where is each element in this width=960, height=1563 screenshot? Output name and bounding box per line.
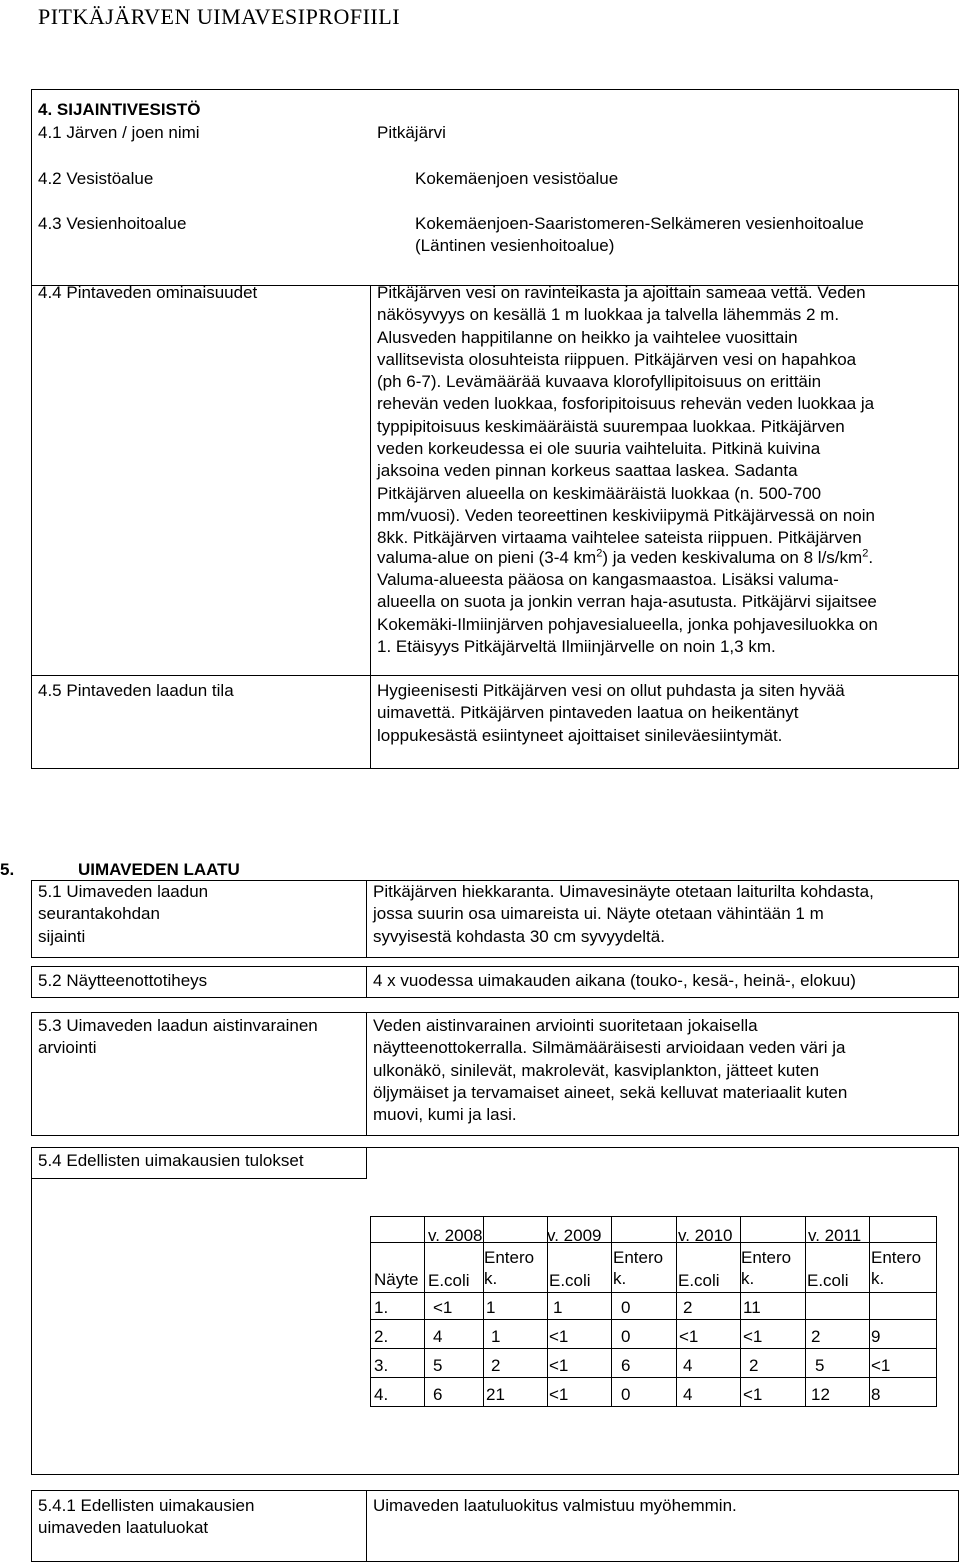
field-value: Valuma-alueesta pääosa on kangasmaastoa. Lisäksi valuma- alueella on suota ja jonkin verran haja-asutusta. Pitkäjärvi sijaitsee Kokemäki-Ilmiinjärven pohjavesialueella, jonka pohjavesiluokka on 1. Etäisyys Pitkäjärveltä Ilmiinjärvelle on noin 1,3 km. (377, 570, 878, 656)
result-value: <1 (549, 1385, 569, 1404)
sample-header: Näyte (374, 1270, 419, 1289)
result-value: 0 (621, 1327, 631, 1346)
result-value: 2 (749, 1356, 759, 1375)
section4-column-divider (370, 285, 371, 769)
result-value: 1 (553, 1298, 563, 1317)
grid-line (371, 1348, 936, 1349)
entero-header: Entero k. (871, 1248, 922, 1288)
ecoli-header: E.coli (807, 1271, 849, 1290)
field-value-line (377, 547, 873, 569)
field-label: 5.4 Edellisten uimakausien tulokset (38, 1151, 304, 1170)
text-fragment: valuma-alue on pieni (3-4 km (377, 548, 597, 567)
year-header: v. 2008 (428, 1226, 483, 1245)
result-value: 12 (811, 1385, 830, 1404)
ecoli-header: E.coli (428, 1271, 470, 1290)
text-fragment: . (868, 548, 874, 567)
field-label: 4.5 Pintaveden laadun tila (38, 681, 234, 700)
ecoli-header: E.coli (549, 1271, 591, 1290)
result-value: <1 (549, 1356, 569, 1375)
result-value: <1 (743, 1385, 763, 1404)
superscript: 2 (596, 547, 603, 560)
result-value: 2 (811, 1327, 821, 1346)
section5-heading: UIMAVEDEN LAATU (78, 860, 240, 879)
entero-header: Entero k. (613, 1248, 664, 1288)
result-value: 4 (683, 1356, 693, 1375)
section5-number: 5. (0, 860, 15, 879)
result-value: 0 (621, 1385, 631, 1404)
field-value: Hygieenisesti Pitkäjärven vesi on ollut puhdasta ja siten hyvää uimavettä. Pitkäjärven pintaveden laatua on heikentänyt loppukesästä esiintyneet ajoittaiset sinileväesiintymät. (377, 681, 845, 745)
field-value: Pitkäjärven vesi on ravinteikasta ja ajoittain sameaa vettä. Veden näkösyvyys on kesällä 1 m luokkaa ja talvella lähemmäs 2 m. Alusveden happitilanne on heikko ja vaihtelee vuosittain vallitsevista olosuhteista riippuen. Pitkäjärven vesi on hapahkoa (ph 6-7). Levämäärää kuvaava klorofyllipitoisuus on erittäin rehevän veden luokkaa, fosforipitoisuus rehevän veden luokkaa ja typpipitoisuus keskimääräistä suurempaa luokkaa. Pitkäjärven veden korkeudessa ei ole suuria vaihteluita. Pitkinä kuivina jaksoina veden pinnan korkeus saattaa laskea. Sadanta Pitkäjärven alueella on keskimääräistä luokkaa (n. 500-700 mm/vuosi). Veden teoreettinen keskiviipymä Pitkäjärvessä on noin 8kk. Pitkäjärven virtaama vaihtelee sateista riippuen. Pitkäjärven (377, 283, 875, 548)
result-value: 0 (621, 1298, 631, 1317)
superscript: 2 (862, 547, 869, 560)
grid-line (371, 1319, 936, 1320)
result-value: 2 (683, 1298, 693, 1317)
ecoli-header: E.coli (678, 1271, 720, 1290)
text-fragment: ) ja veden keskivaluma on 8 l/s/km (602, 548, 863, 567)
field-value: Veden aistinvarainen arviointi suoritetaan jokaisella näytteenottokerralla. Silmämääräisesti arvioidaan veden väri ja ulkonäkö, sinilevät, makrolevät, kasviplankton, jätteet kuten öljymäiset ja tervamaiset aineet, sekä kelluvat materiaalit kuten muovi, kumi ja lasi. (373, 1016, 848, 1125)
field-label: 4.3 Vesienhoitoalue (38, 214, 187, 233)
field-label: 4.1 Järven / joen nimi (38, 123, 200, 142)
year-header: v. 2009 (547, 1226, 602, 1245)
field-value: Pitkäjärvi (377, 123, 446, 142)
results-table (370, 1216, 937, 1407)
sample-number: 3. (374, 1356, 389, 1375)
result-value: 6 (433, 1385, 443, 1404)
result-value: <1 (679, 1327, 699, 1346)
field-label: 5.4.1 Edellisten uimakausien uimaveden laatuluokat (38, 1496, 255, 1538)
result-value: 5 (433, 1356, 443, 1375)
result-value: 1 (491, 1327, 501, 1346)
year-header: v. 2011 (808, 1226, 862, 1245)
result-value: 9 (871, 1327, 881, 1346)
result-value: 2 (491, 1356, 501, 1375)
field-value: 4 x vuodessa uimakauden aikana (touko-, kesä-, heinä-, elokuu) (373, 971, 856, 990)
result-value: 4 (683, 1385, 693, 1404)
grid-line (371, 1377, 936, 1378)
result-value: <1 (433, 1298, 453, 1317)
field-label: 5.3 Uimaveden laadun aistinvarainen arviointi (38, 1016, 318, 1058)
entero-header: Entero k. (741, 1248, 792, 1288)
entero-header: Entero k. (484, 1248, 535, 1288)
section4-row-divider (31, 675, 959, 676)
result-value: <1 (871, 1356, 891, 1375)
document-title: PITKÄJÄRVEN UIMAVESIPROFIILI (38, 4, 401, 29)
field-label: 4.4 Pintaveden ominaisuudet (38, 283, 258, 302)
result-value: 5 (815, 1356, 825, 1375)
year-header: v. 2010 (678, 1226, 733, 1245)
field-label: 4.2 Vesistöalue (38, 169, 154, 188)
result-value: <1 (743, 1327, 763, 1346)
section4-heading: 4. SIJAINTIVESISTÖ (38, 100, 201, 119)
sample-number: 2. (374, 1327, 389, 1346)
sample-number: 1. (374, 1298, 389, 1317)
field-value: Kokemäenjoen-Saaristomeren-Selkämeren vesienhoitoalue (Läntinen vesienhoitoalue) (415, 214, 864, 256)
field-value: Uimaveden laatuluokitus valmistuu myöhemmin. (373, 1496, 737, 1515)
result-value: 21 (486, 1385, 505, 1404)
result-value: 6 (621, 1356, 631, 1375)
field-label: 5.1 Uimaveden laadun seurantakohdan sijainti (38, 882, 209, 946)
grid-line (371, 1292, 936, 1293)
result-value: <1 (549, 1327, 569, 1346)
result-value: 4 (433, 1327, 443, 1346)
sample-number: 4. (374, 1385, 389, 1404)
field-label: 5.2 Näytteenottotiheys (38, 971, 208, 990)
field-value: Kokemäenjoen vesistöalue (415, 169, 619, 188)
field-value: Pitkäjärven hiekkaranta. Uimavesinäyte otetaan laiturilta kohdasta, jossa suurin osa uimareista ui. Näyte otetaan vähintään 1 m syvyisestä kohdasta 30 cm syvyydeltä. (373, 882, 874, 946)
result-value: 11 (743, 1298, 761, 1317)
result-value: 8 (871, 1385, 881, 1404)
result-value: 1 (486, 1298, 496, 1317)
